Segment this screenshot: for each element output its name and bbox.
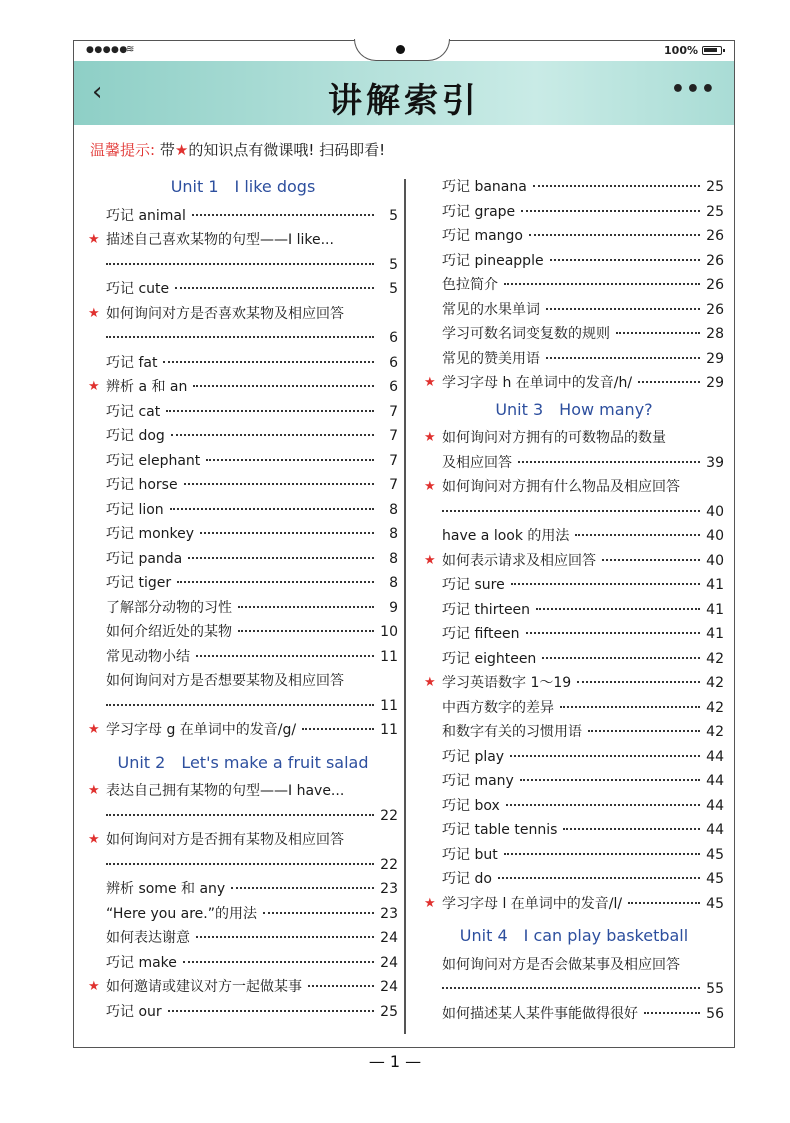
entry-page: 56 bbox=[706, 1005, 724, 1022]
entry-title: 巧记 fifteen bbox=[442, 626, 520, 642]
index-entry[interactable] bbox=[424, 745, 724, 770]
entry-title: 巧记 pineapple bbox=[442, 252, 544, 269]
entry-page: 5 bbox=[389, 281, 398, 297]
entry-title: 及相应回答 bbox=[442, 454, 512, 471]
entry-page: 45 bbox=[706, 895, 724, 912]
index-entry[interactable] bbox=[88, 975, 398, 1000]
dot-leader bbox=[196, 936, 374, 938]
index-entry[interactable] bbox=[424, 524, 724, 549]
entry-page: 7 bbox=[389, 452, 398, 469]
entry-page: 41 bbox=[706, 601, 724, 618]
entry-title: have a look 的用法 bbox=[442, 528, 570, 544]
entry-title: 辨析 some 和 any bbox=[106, 881, 226, 897]
dot-leader bbox=[206, 459, 374, 461]
entry-page: 23 bbox=[380, 881, 398, 897]
index-entry[interactable] bbox=[424, 322, 724, 347]
dot-leader bbox=[193, 385, 374, 387]
index-entry[interactable] bbox=[424, 892, 724, 917]
entry-page: 41 bbox=[706, 626, 724, 642]
entry-title: 巧记 banana bbox=[442, 179, 527, 195]
entry-page: 29 bbox=[706, 350, 724, 367]
dot-leader bbox=[183, 961, 374, 963]
index-entry[interactable] bbox=[88, 951, 398, 976]
entry-page: 26 bbox=[706, 252, 724, 269]
index-entry[interactable] bbox=[88, 400, 398, 425]
index-entry[interactable] bbox=[88, 645, 398, 670]
entry-title: 学习字母 h 在单词中的发音/h/ bbox=[442, 375, 633, 391]
dot-leader bbox=[529, 234, 700, 236]
entry-title: 表达自己拥有某物的句型——I have... bbox=[106, 783, 345, 799]
index-entry[interactable] bbox=[88, 449, 398, 474]
unit-title: I can play basketball bbox=[523, 926, 689, 945]
dot-leader bbox=[498, 877, 700, 879]
index-entry[interactable] bbox=[88, 853, 398, 878]
entry-title: 巧记 thirteen bbox=[442, 601, 531, 618]
dot-leader bbox=[577, 681, 700, 683]
dot-leader bbox=[442, 987, 700, 989]
dot-leader bbox=[171, 434, 374, 436]
entry-title: 巧记 but bbox=[442, 846, 498, 863]
entry-title: 巧记 play bbox=[442, 748, 505, 765]
wifi-icon: ≋ bbox=[126, 44, 135, 55]
camera-icon bbox=[396, 45, 405, 54]
entry-title: 描述自己喜欢某物的句型——I like... bbox=[106, 232, 334, 248]
unit-heading bbox=[88, 175, 398, 200]
dot-leader bbox=[238, 630, 374, 632]
dot-leader bbox=[533, 185, 700, 187]
entry-title: 学习英语数字 1～19 bbox=[442, 675, 572, 691]
entry-page: 28 bbox=[706, 326, 724, 342]
entry-page: 40 bbox=[706, 552, 724, 569]
left-column bbox=[88, 173, 398, 1024]
entry-page: 24 bbox=[380, 979, 398, 995]
entry-page: 9 bbox=[389, 599, 398, 616]
unit-number: Unit 2 bbox=[117, 752, 166, 772]
unit-title: I like dogs bbox=[234, 177, 316, 196]
entry-title: 了解部分动物的习性 bbox=[106, 599, 232, 616]
entry-title: 如何询问对方拥有的可数物品的数量 bbox=[442, 430, 666, 446]
dot-leader bbox=[546, 357, 700, 359]
index-entry[interactable] bbox=[88, 718, 398, 743]
index-entry[interactable] bbox=[424, 598, 724, 623]
index-entry[interactable] bbox=[424, 647, 724, 672]
entry-list bbox=[88, 779, 398, 1024]
entry-title: 巧记 lion bbox=[106, 501, 164, 518]
index-entry[interactable] bbox=[424, 224, 724, 249]
entry-title: 巧记 many bbox=[442, 773, 514, 789]
entry-title: 如何介绍近处的某物 bbox=[106, 624, 232, 640]
entry-title: 巧记 mango bbox=[442, 228, 523, 244]
dot-leader bbox=[536, 608, 700, 610]
entry-title: 常见的赞美用语 bbox=[442, 350, 540, 367]
entry-title: 巧记 panda bbox=[106, 550, 183, 567]
index-entry[interactable] bbox=[424, 1002, 724, 1027]
entry-title: 巧记 horse bbox=[106, 477, 178, 493]
entry-title: 巧记 cute bbox=[106, 281, 170, 297]
entry-page: 11 bbox=[380, 648, 398, 665]
header-bar bbox=[74, 61, 734, 125]
entry-page: 11 bbox=[380, 722, 398, 738]
index-entry[interactable] bbox=[88, 1000, 398, 1025]
index-entry[interactable] bbox=[88, 253, 398, 278]
right-column bbox=[424, 175, 724, 1026]
entry-title: 巧记 monkey bbox=[106, 526, 195, 542]
dot-leader bbox=[106, 704, 374, 706]
entry-title: 如何表示请求及相应回答 bbox=[442, 552, 596, 569]
entry-title: 巧记 table tennis bbox=[442, 822, 558, 838]
dot-leader bbox=[231, 887, 374, 889]
index-entry[interactable] bbox=[88, 326, 398, 351]
index-entry[interactable] bbox=[424, 175, 724, 200]
index-entry[interactable] bbox=[88, 522, 398, 547]
entry-page: 45 bbox=[706, 871, 724, 887]
dot-leader bbox=[170, 508, 374, 510]
entry-title: 和数字有关的习惯用语 bbox=[442, 724, 582, 740]
dot-leader bbox=[510, 755, 700, 757]
index-entry[interactable] bbox=[424, 696, 724, 721]
entry-page: 45 bbox=[706, 846, 724, 863]
more-icon[interactable]: ••• bbox=[670, 77, 716, 102]
entry-page: 42 bbox=[706, 724, 724, 740]
entry-title: 如何表达谢意 bbox=[106, 930, 190, 946]
entry-title: 巧记 do bbox=[442, 871, 492, 887]
entry-page: 22 bbox=[380, 856, 398, 873]
index-entry[interactable] bbox=[88, 902, 398, 927]
dot-leader bbox=[163, 361, 374, 363]
battery-level: 100% bbox=[664, 44, 698, 57]
index-entry[interactable] bbox=[88, 694, 398, 719]
dot-leader bbox=[520, 779, 700, 781]
tip-prefix: 带 bbox=[159, 141, 175, 159]
entry-page: 26 bbox=[706, 277, 724, 293]
index-entry[interactable] bbox=[424, 843, 724, 868]
index-entry[interactable] bbox=[88, 424, 398, 449]
entry-title: 学习字母 g 在单词中的发音/g/ bbox=[106, 722, 297, 738]
dot-leader bbox=[308, 985, 374, 987]
page-number: — 1 — bbox=[368, 1052, 422, 1071]
entry-title: 如何询问对方是否想要某物及相应回答 bbox=[106, 673, 344, 689]
index-entry[interactable] bbox=[88, 926, 398, 951]
index-entry[interactable] bbox=[88, 498, 398, 523]
entry-title: 巧记 fat bbox=[106, 354, 158, 371]
entry-list bbox=[88, 204, 398, 743]
index-entry[interactable] bbox=[424, 794, 724, 819]
dot-leader bbox=[518, 461, 700, 463]
dot-leader bbox=[638, 381, 700, 383]
entry-page: 7 bbox=[389, 477, 398, 493]
dot-leader bbox=[166, 410, 374, 412]
dot-leader bbox=[575, 534, 700, 536]
entry-page: 7 bbox=[389, 428, 398, 444]
entry-page: 44 bbox=[706, 797, 724, 814]
index-entry[interactable] bbox=[424, 867, 724, 892]
tablet-frame bbox=[73, 40, 735, 1048]
entry-page: 10 bbox=[380, 624, 398, 640]
entry-page: 23 bbox=[380, 905, 398, 922]
entry-title: 巧记 elephant bbox=[106, 452, 201, 469]
index-entry[interactable] bbox=[88, 877, 398, 902]
index-entry[interactable] bbox=[88, 620, 398, 645]
entry-page: 26 bbox=[706, 301, 724, 318]
entry-page: 44 bbox=[706, 773, 724, 789]
entry-title: 巧记 make bbox=[106, 954, 177, 971]
dot-leader bbox=[560, 706, 700, 708]
unit-heading bbox=[424, 398, 724, 423]
index-entry[interactable] bbox=[424, 573, 724, 598]
index-entry[interactable] bbox=[424, 671, 724, 696]
star-icon: ★ bbox=[424, 479, 436, 494]
index-entry[interactable] bbox=[424, 298, 724, 323]
entry-page: 44 bbox=[706, 822, 724, 838]
entry-title: 如何询问对方是否拥有某物及相应回答 bbox=[106, 832, 344, 848]
dot-leader bbox=[563, 828, 700, 830]
entry-page: 25 bbox=[380, 1003, 398, 1020]
entry-title: 如何询问对方是否会做某事及相应回答 bbox=[442, 956, 680, 973]
entry-title: 巧记 box bbox=[442, 797, 500, 814]
index-entry[interactable] bbox=[88, 779, 398, 804]
dot-leader bbox=[106, 263, 374, 265]
entry-page: 7 bbox=[389, 403, 398, 420]
index-entry[interactable] bbox=[424, 200, 724, 225]
entry-title: 巧记 sure bbox=[442, 577, 505, 593]
dot-leader bbox=[546, 308, 700, 310]
entry-title: 巧记 dog bbox=[106, 428, 165, 444]
entry-page: 25 bbox=[706, 203, 724, 220]
entry-title: 巧记 eighteen bbox=[442, 650, 537, 667]
entry-page: 6 bbox=[389, 354, 398, 371]
index-entry[interactable] bbox=[424, 953, 724, 978]
dot-leader bbox=[644, 1012, 700, 1014]
entry-title: 巧记 tiger bbox=[106, 575, 172, 591]
entry-title: 辨析 a 和 an bbox=[106, 379, 188, 395]
entry-page: 8 bbox=[389, 575, 398, 591]
dot-leader bbox=[188, 557, 374, 559]
entry-page: 8 bbox=[389, 501, 398, 518]
index-entry[interactable] bbox=[424, 273, 724, 298]
entry-title: “Here you are.”的用法 bbox=[106, 905, 257, 922]
index-entry[interactable] bbox=[88, 473, 398, 498]
entry-list bbox=[424, 953, 724, 1027]
entry-page: 5 bbox=[389, 207, 398, 224]
index-entry[interactable] bbox=[424, 371, 724, 396]
dot-leader bbox=[511, 583, 700, 585]
dot-leader bbox=[196, 655, 374, 657]
entry-title: 如何描述某人某件事能做得很好 bbox=[442, 1005, 638, 1022]
dot-leader bbox=[106, 336, 374, 338]
entry-title: 色拉简介 bbox=[442, 277, 498, 293]
dot-leader bbox=[175, 287, 374, 289]
entry-title: 如何询问对方是否喜欢某物及相应回答 bbox=[106, 305, 344, 322]
index-entry[interactable] bbox=[424, 500, 724, 525]
entry-title: 常见动物小结 bbox=[106, 648, 190, 665]
entry-page: 29 bbox=[706, 375, 724, 391]
index-entry[interactable] bbox=[424, 451, 724, 476]
index-entry[interactable] bbox=[424, 475, 724, 500]
index-entry[interactable] bbox=[88, 804, 398, 829]
dot-leader bbox=[238, 606, 374, 608]
dot-leader bbox=[263, 912, 374, 914]
entry-page: 8 bbox=[389, 526, 398, 542]
star-icon: ★ bbox=[424, 375, 436, 390]
dot-leader bbox=[504, 853, 700, 855]
page-title: 讲解索引 bbox=[328, 81, 480, 121]
index-entry[interactable] bbox=[88, 228, 398, 253]
unit-heading bbox=[424, 924, 724, 949]
dot-leader bbox=[588, 730, 700, 732]
entry-page: 6 bbox=[389, 379, 398, 395]
index-entry[interactable] bbox=[424, 426, 724, 451]
star-icon: ★ bbox=[88, 722, 100, 737]
star-icon: ★ bbox=[88, 305, 100, 321]
back-icon[interactable]: ‹ bbox=[92, 77, 103, 107]
entry-page: 55 bbox=[706, 981, 724, 997]
dot-leader bbox=[542, 657, 700, 659]
entry-title: 如何询问对方拥有什么物品及相应回答 bbox=[442, 479, 680, 495]
index-entry[interactable] bbox=[88, 571, 398, 596]
entry-page: 24 bbox=[380, 930, 398, 946]
entry-title: 巧记 cat bbox=[106, 403, 161, 420]
dot-leader bbox=[192, 214, 374, 216]
entry-page: 25 bbox=[706, 179, 724, 195]
tip-text: 的知识点有微课哦! 扫码即看! bbox=[188, 141, 386, 159]
star-icon: ★ bbox=[88, 832, 100, 847]
entry-title: 学习字母 l 在单词中的发音/l/ bbox=[442, 895, 623, 912]
entry-page: 42 bbox=[706, 699, 724, 716]
dot-leader bbox=[602, 559, 700, 561]
dot-leader bbox=[168, 1010, 374, 1012]
dot-leader bbox=[550, 259, 700, 261]
entry-page: 8 bbox=[389, 550, 398, 567]
entry-title: 巧记 animal bbox=[106, 207, 186, 224]
index-entry[interactable] bbox=[88, 302, 398, 327]
dot-leader bbox=[106, 814, 374, 816]
entry-page: 24 bbox=[380, 954, 398, 971]
tip-label: 温馨提示: bbox=[90, 141, 156, 159]
entry-list bbox=[424, 426, 724, 916]
dot-leader bbox=[106, 863, 374, 865]
unit-number: Unit 1 bbox=[170, 177, 219, 196]
dot-leader bbox=[526, 632, 700, 634]
index-entry[interactable] bbox=[88, 828, 398, 853]
entry-title: 学习可数名词变复数的规则 bbox=[442, 326, 610, 342]
entry-page: 5 bbox=[389, 256, 398, 273]
tip-line bbox=[90, 139, 385, 160]
unit-title: Let's make a fruit salad bbox=[181, 752, 369, 772]
dot-leader bbox=[184, 483, 374, 485]
dot-leader bbox=[177, 581, 374, 583]
dot-leader bbox=[200, 532, 374, 534]
star-icon: ★ bbox=[88, 783, 100, 798]
star-icon: ★ bbox=[88, 979, 100, 994]
entry-title: 巧记 our bbox=[106, 1003, 162, 1020]
entry-page: 40 bbox=[706, 503, 724, 520]
star-icon: ★ bbox=[88, 232, 100, 247]
entry-page: 11 bbox=[380, 697, 398, 714]
unit-number: Unit 4 bbox=[459, 926, 508, 945]
entry-page: 39 bbox=[706, 454, 724, 471]
battery-icon bbox=[702, 46, 722, 55]
index-entry[interactable] bbox=[424, 347, 724, 372]
index-entry[interactable] bbox=[424, 818, 724, 843]
entry-page: 41 bbox=[706, 577, 724, 593]
index-entry[interactable] bbox=[88, 277, 398, 302]
entry-page: 42 bbox=[706, 675, 724, 691]
star-icon: ★ bbox=[174, 141, 189, 159]
column-divider bbox=[404, 179, 406, 1034]
index-entry[interactable] bbox=[88, 669, 398, 694]
star-icon: ★ bbox=[88, 379, 100, 394]
signal-icon: ●●●●● bbox=[86, 45, 128, 55]
dot-leader bbox=[616, 332, 700, 334]
entry-page: 44 bbox=[706, 748, 724, 765]
entry-title: 常见的水果单词 bbox=[442, 301, 540, 318]
entry-title: 巧记 grape bbox=[442, 203, 516, 220]
index-entry[interactable] bbox=[88, 375, 398, 400]
entry-page: 26 bbox=[706, 228, 724, 244]
index-entry[interactable] bbox=[424, 977, 724, 1002]
index-entry[interactable] bbox=[88, 596, 398, 621]
index-entry[interactable] bbox=[88, 547, 398, 572]
star-icon: ★ bbox=[424, 430, 436, 445]
unit-number: Unit 3 bbox=[495, 399, 544, 419]
entry-title: 中西方数字的差异 bbox=[442, 699, 554, 716]
entry-page: 6 bbox=[389, 330, 398, 346]
unit-heading bbox=[88, 751, 398, 776]
dot-leader bbox=[442, 510, 700, 512]
index-entry[interactable] bbox=[424, 622, 724, 647]
star-icon: ★ bbox=[424, 675, 436, 690]
index-entry[interactable] bbox=[424, 720, 724, 745]
dot-leader bbox=[302, 728, 374, 730]
dot-leader bbox=[506, 804, 700, 806]
index-entry[interactable] bbox=[88, 351, 398, 376]
status-bar bbox=[74, 41, 734, 61]
entry-page: 40 bbox=[706, 528, 724, 544]
dot-leader bbox=[628, 902, 700, 904]
index-entry[interactable] bbox=[424, 249, 724, 274]
entry-page: 22 bbox=[380, 807, 398, 824]
index-entry[interactable] bbox=[424, 549, 724, 574]
entry-page: 42 bbox=[706, 650, 724, 667]
index-entry[interactable] bbox=[424, 769, 724, 794]
star-icon: ★ bbox=[424, 552, 436, 568]
index-entry[interactable] bbox=[88, 204, 398, 229]
entry-title: 如何邀请或建议对方一起做某事 bbox=[106, 979, 302, 995]
entry-list bbox=[424, 175, 724, 396]
star-icon: ★ bbox=[424, 895, 436, 911]
unit-title: How many? bbox=[559, 399, 653, 419]
dot-leader bbox=[521, 210, 700, 212]
dot-leader bbox=[504, 283, 700, 285]
